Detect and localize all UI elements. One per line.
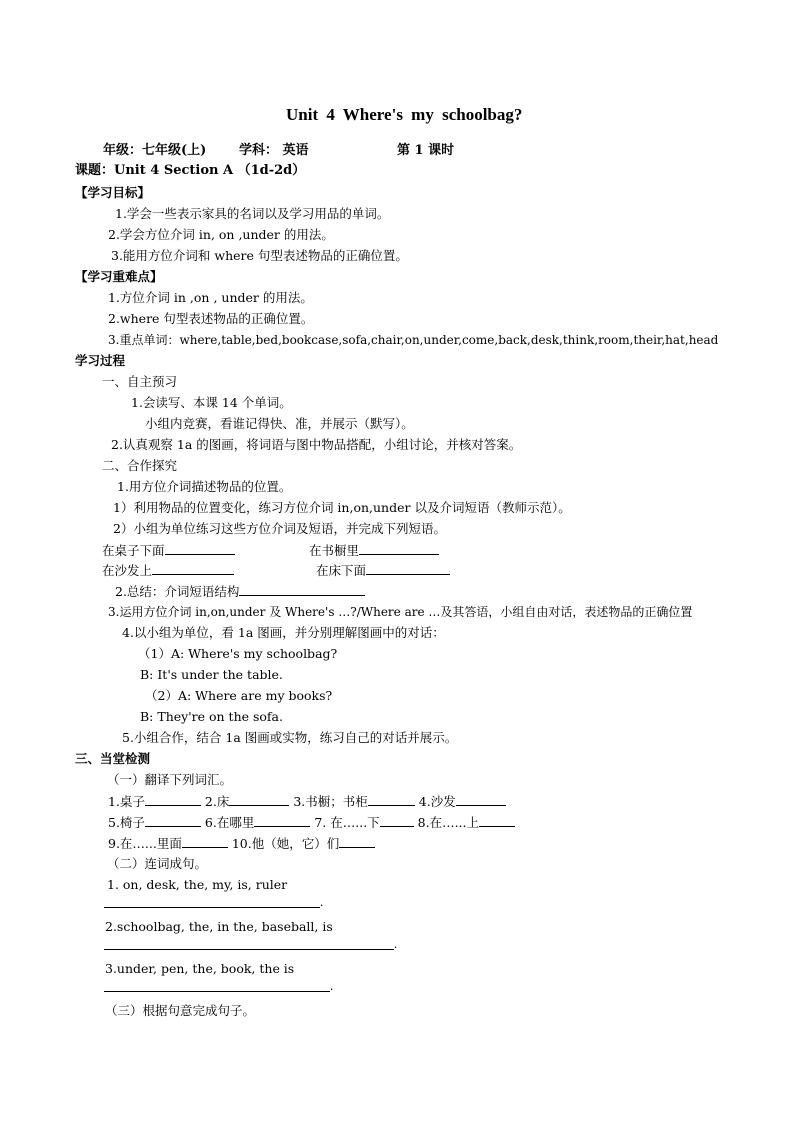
sentence-words: 1. on, desk, the, my, is, ruler xyxy=(107,877,288,892)
summary-label: 2.总结：介词短语结构 xyxy=(115,584,240,599)
phrase-label: 在书橱里 xyxy=(309,543,360,558)
part-title: （三）根据句意完成句子。 xyxy=(105,1003,256,1018)
answer-blank[interactable] xyxy=(145,814,201,827)
lesson-label: 第 1 课时 xyxy=(397,143,455,158)
grade-label: 年级：七年级(上) xyxy=(103,143,207,158)
answer-period: . xyxy=(330,978,334,993)
goal-item: 1.学会一些表示家具的名词以及学习用品的单词。 xyxy=(115,206,390,221)
phrase-label: 在桌子下面 xyxy=(102,543,165,558)
answer-period: . xyxy=(394,936,398,951)
part-title: （一）翻译下列词汇。 xyxy=(107,772,233,787)
answer-blank[interactable] xyxy=(380,814,414,827)
answer-period: . xyxy=(320,894,324,909)
section-title: 二、合作探究 xyxy=(102,458,178,473)
test-header: 三、当堂检测 xyxy=(75,751,151,766)
process-line: 2）小组为单位练习这些方位介词及短语，并完成下列短语。 xyxy=(113,521,446,536)
process-line: 3.运用方位介词 in,on,under 及 Where's …?/Where are …及其答语，小组自由对话，表述物品的正确位置 xyxy=(108,605,693,619)
process-line: 1.用方位介词描述物品的位置。 xyxy=(117,479,292,494)
process-line: 小组内竞赛，看谁记得快、准，并展示（默写）。 xyxy=(145,416,414,431)
process-line: 2.认真观察 1a 的图画，将词语与图中物品搭配，小组讨论，并核对答案。 xyxy=(111,437,522,452)
part-title: （二）连词成句。 xyxy=(107,856,208,871)
answer-line[interactable] xyxy=(104,991,330,992)
vocab-label: 6.在哪里 xyxy=(204,815,255,830)
page-title: Unit 4 Where's my schoolbag? xyxy=(286,105,523,124)
goals-header: 【学习目标】 xyxy=(75,185,151,200)
answer-blank[interactable] xyxy=(182,835,228,848)
keypoints-header: 【学习重难点】 xyxy=(75,269,163,284)
answer-blank[interactable] xyxy=(165,542,235,555)
sentence-words: 3.under, pen, the, book, the is xyxy=(105,961,295,976)
answer-line[interactable] xyxy=(104,907,320,908)
vocab-row xyxy=(108,814,515,831)
process-line: 4.以小组为单位，看 1a 图画，并分别理解图画中的对话： xyxy=(122,625,445,640)
dialogue-line: B: It's under the table. xyxy=(140,667,283,682)
answer-blank[interactable] xyxy=(479,814,515,827)
phrase-prompt xyxy=(102,562,234,579)
answer-blank[interactable] xyxy=(366,562,450,575)
subject-label: 学科： 英语 xyxy=(239,143,309,158)
process-line: 1.会读写、本课 14 个单词。 xyxy=(131,395,292,410)
phrase-prompt xyxy=(102,542,235,559)
answer-blank[interactable] xyxy=(239,583,365,596)
vocab-row xyxy=(108,835,375,852)
goal-item: 3.能用方位介词和 where 句型表述物品的正确位置。 xyxy=(111,248,408,263)
vocab-label: 4.沙发 xyxy=(418,794,456,809)
vocab-label: 2.床 xyxy=(204,794,230,809)
vocab-label: 1.桌子 xyxy=(108,794,145,809)
answer-blank[interactable] xyxy=(254,814,310,827)
answer-blank[interactable] xyxy=(152,562,234,575)
dialogue-line: （2）A: Where are my books? xyxy=(145,688,333,703)
vocab-label: 3.书橱；书柜 xyxy=(293,794,368,809)
vocab-label: 5.椅子 xyxy=(108,815,145,830)
answer-line[interactable] xyxy=(104,949,394,950)
phrase-prompt xyxy=(309,542,439,559)
phrase-prompt xyxy=(316,562,450,579)
dialogue-line: （1）A: Where's my schoolbag? xyxy=(138,646,338,661)
section-title: 一、自主预习 xyxy=(102,374,178,389)
sentence-words: 2.schoolbag, the, in the, baseball, is xyxy=(105,919,333,934)
answer-blank[interactable] xyxy=(229,793,289,806)
keypoint-item: 1.方位介词 in ,on , under 的用法。 xyxy=(108,290,313,305)
answer-blank[interactable] xyxy=(145,793,201,806)
answer-blank[interactable] xyxy=(368,793,415,806)
answer-blank[interactable] xyxy=(359,542,439,555)
vocab-row xyxy=(108,793,506,810)
answer-blank[interactable] xyxy=(456,793,506,806)
goal-item: 2.学会方位介词 in, on ,under 的用法。 xyxy=(108,227,334,242)
answer-blank[interactable] xyxy=(339,835,375,848)
vocab-label: 10.他（她，它）们 xyxy=(231,836,340,851)
summary-prompt xyxy=(115,583,365,600)
keypoint-item: 2.where 句型表述物品的正确位置。 xyxy=(108,311,314,326)
phrase-label: 在沙发上 xyxy=(102,563,153,578)
topic-label: 课题：Unit 4 Section A （1d-2d） xyxy=(75,163,306,178)
vocab-label: 8.在…...上 xyxy=(417,815,480,830)
process-line: 1）利用物品的位置变化，练习方位介词 in,on,under 以及介词短语（教师示范）。 xyxy=(113,500,571,515)
dialogue-line: B: They're on the sofa. xyxy=(140,709,283,724)
vocab-label: 9.在…...里面 xyxy=(108,836,182,851)
keypoint-item: 3.重点单词：where,table,bed,bookcase,sofa,chair,on,under,come,back,desk,think,room,their,hat,head xyxy=(108,333,719,347)
phrase-label: 在床下面 xyxy=(316,563,367,578)
process-line: 5.小组合作，结合 1a 图画或实物，练习自己的对话并展示。 xyxy=(122,730,458,745)
vocab-label: 7. 在…...下 xyxy=(314,815,380,830)
process-header: 学习过程 xyxy=(75,353,126,368)
